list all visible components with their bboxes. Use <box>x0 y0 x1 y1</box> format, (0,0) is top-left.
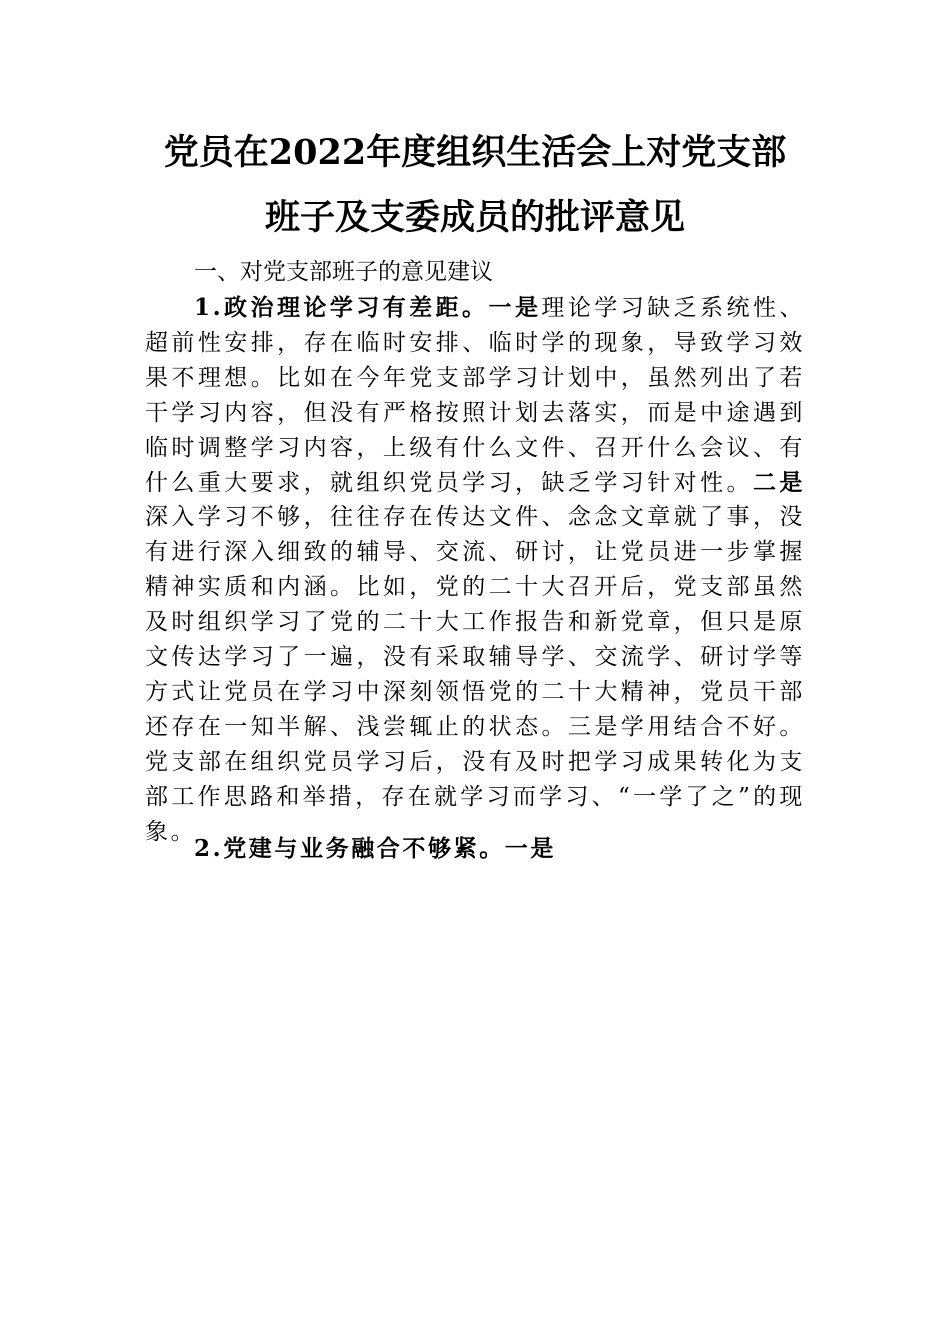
paragraph-political-study <box>145 291 805 850</box>
item-heading: 1.政治理论学习有差距。 <box>194 294 489 321</box>
document-title-line-1: 党员在2022年度组织生活会上对党支部 <box>163 132 787 173</box>
paragraph-text: 深入学习不够，往往存在传达文件、念念文章就了事，没有进行深入细致的辅导、交流、研讨，让党员进一步掌握精神实质和内涵。比如，党的二十大召开后，党支部虽然及时组织学习了党的二十大工作报告和新党章，但只是原文传达学习了一遍，没有采取辅导学、交流学、研讨学等方式让党员在学习中深刻领悟党的二十大精神，党员干部还存在一知半解、浅尝辄止的状态。三是学用结合不好。党支部在组织党员学习后，没有及时把学习成果转化为支部工作思路和举措，存在就学习而学习、“一学了之”的现象。 <box>145 504 805 845</box>
paragraph-text: 理论学习缺乏系统性、超前性安排，存在临时安排、临时学的现象，导致学习效果不理想。比如在今年党支部学习计划中，虽然列出了若干学习内容，但没有严格按照计划去落实，而是中途遇到临时调整学习内容，上级有什么文件、召开什么会议、有什么重大要求，就组织党员学习，缺乏学习针对性。 <box>145 295 805 496</box>
document-title-line-2: 班子及支委成员的批评意见 <box>264 197 685 238</box>
section-heading: 一、对党支部班子的意见建议 <box>194 259 493 285</box>
item-heading: 2.党建与业务融合不够紧。一是 <box>194 835 557 862</box>
item-marker: 二是 <box>752 468 805 496</box>
item-marker: 一是 <box>488 294 542 321</box>
paragraph-party-business <box>145 832 805 867</box>
